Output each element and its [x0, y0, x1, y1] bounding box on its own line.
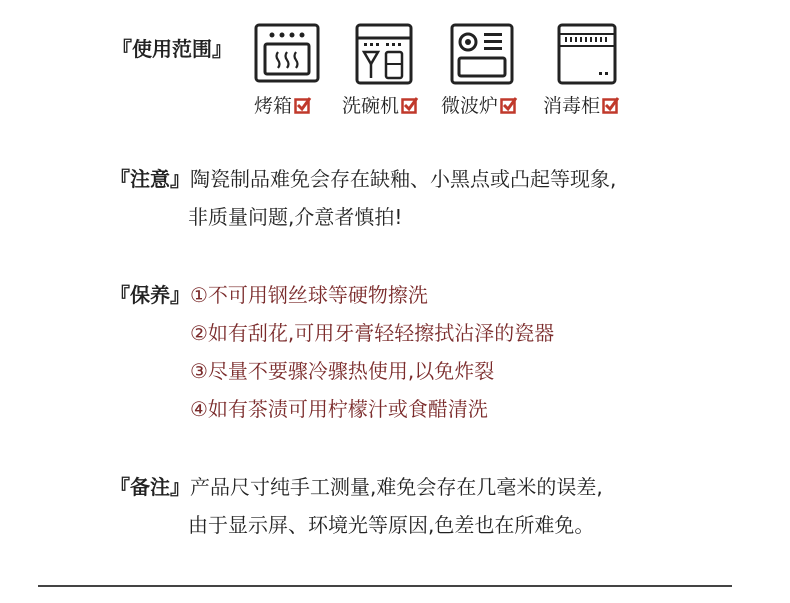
dishwasher-icon: [342, 22, 426, 86]
notice-line1: [110, 166, 616, 192]
appliance-label-oven: [254, 93, 312, 121]
appliance-label-text: 消毒柜: [543, 95, 601, 117]
usage-heading: 『使用范围』: [112, 37, 232, 61]
notice-heading: 『注意』: [110, 167, 190, 191]
remark-heading: 『备注』: [110, 475, 190, 499]
appliance-label-text: 洗碗机: [342, 95, 400, 117]
checked-box-icon: [602, 95, 620, 121]
care-item: ③尽量不要骤冷骤热使用,以免炸裂: [190, 359, 495, 383]
appliance-label-dishwasher: [342, 93, 419, 121]
remark-text-2: 由于显示屏、环境光等原因,色差也在所难免。: [188, 513, 595, 537]
bottom-divider: [38, 585, 732, 587]
care-item: ①不可用钢丝球等硬物擦洗: [190, 283, 428, 307]
care-line1: [110, 282, 428, 308]
remark-line1: [110, 474, 603, 500]
care-item: ②如有刮花,可用牙膏轻轻擦拭沾泽的瓷器: [190, 321, 555, 345]
appliance-label-text: 微波炉: [441, 95, 499, 117]
microwave-icon: [440, 22, 524, 86]
remark-text-1: 产品尺寸纯手工测量,难免会存在几毫米的误差,: [190, 475, 603, 499]
appliance-label-text: 烤箱: [254, 95, 293, 117]
care-item: ④如有茶渍可用柠檬汁或食醋清洗: [190, 397, 488, 421]
appliance-label-microwave: [441, 93, 518, 121]
notice-text-1: 陶瓷制品难免会存在缺釉、小黑点或凸起等现象,: [190, 167, 617, 191]
checked-box-icon: [294, 95, 312, 121]
notice-text-2: 非质量问题,介意者慎拍!: [188, 205, 403, 229]
checked-box-icon: [401, 95, 419, 121]
oven-icon: [245, 22, 329, 86]
checked-box-icon: [500, 95, 518, 121]
sterilizer-cabinet-icon: [545, 22, 629, 86]
care-heading: 『保养』: [110, 283, 190, 307]
appliance-label-sterilizer: [543, 93, 620, 121]
